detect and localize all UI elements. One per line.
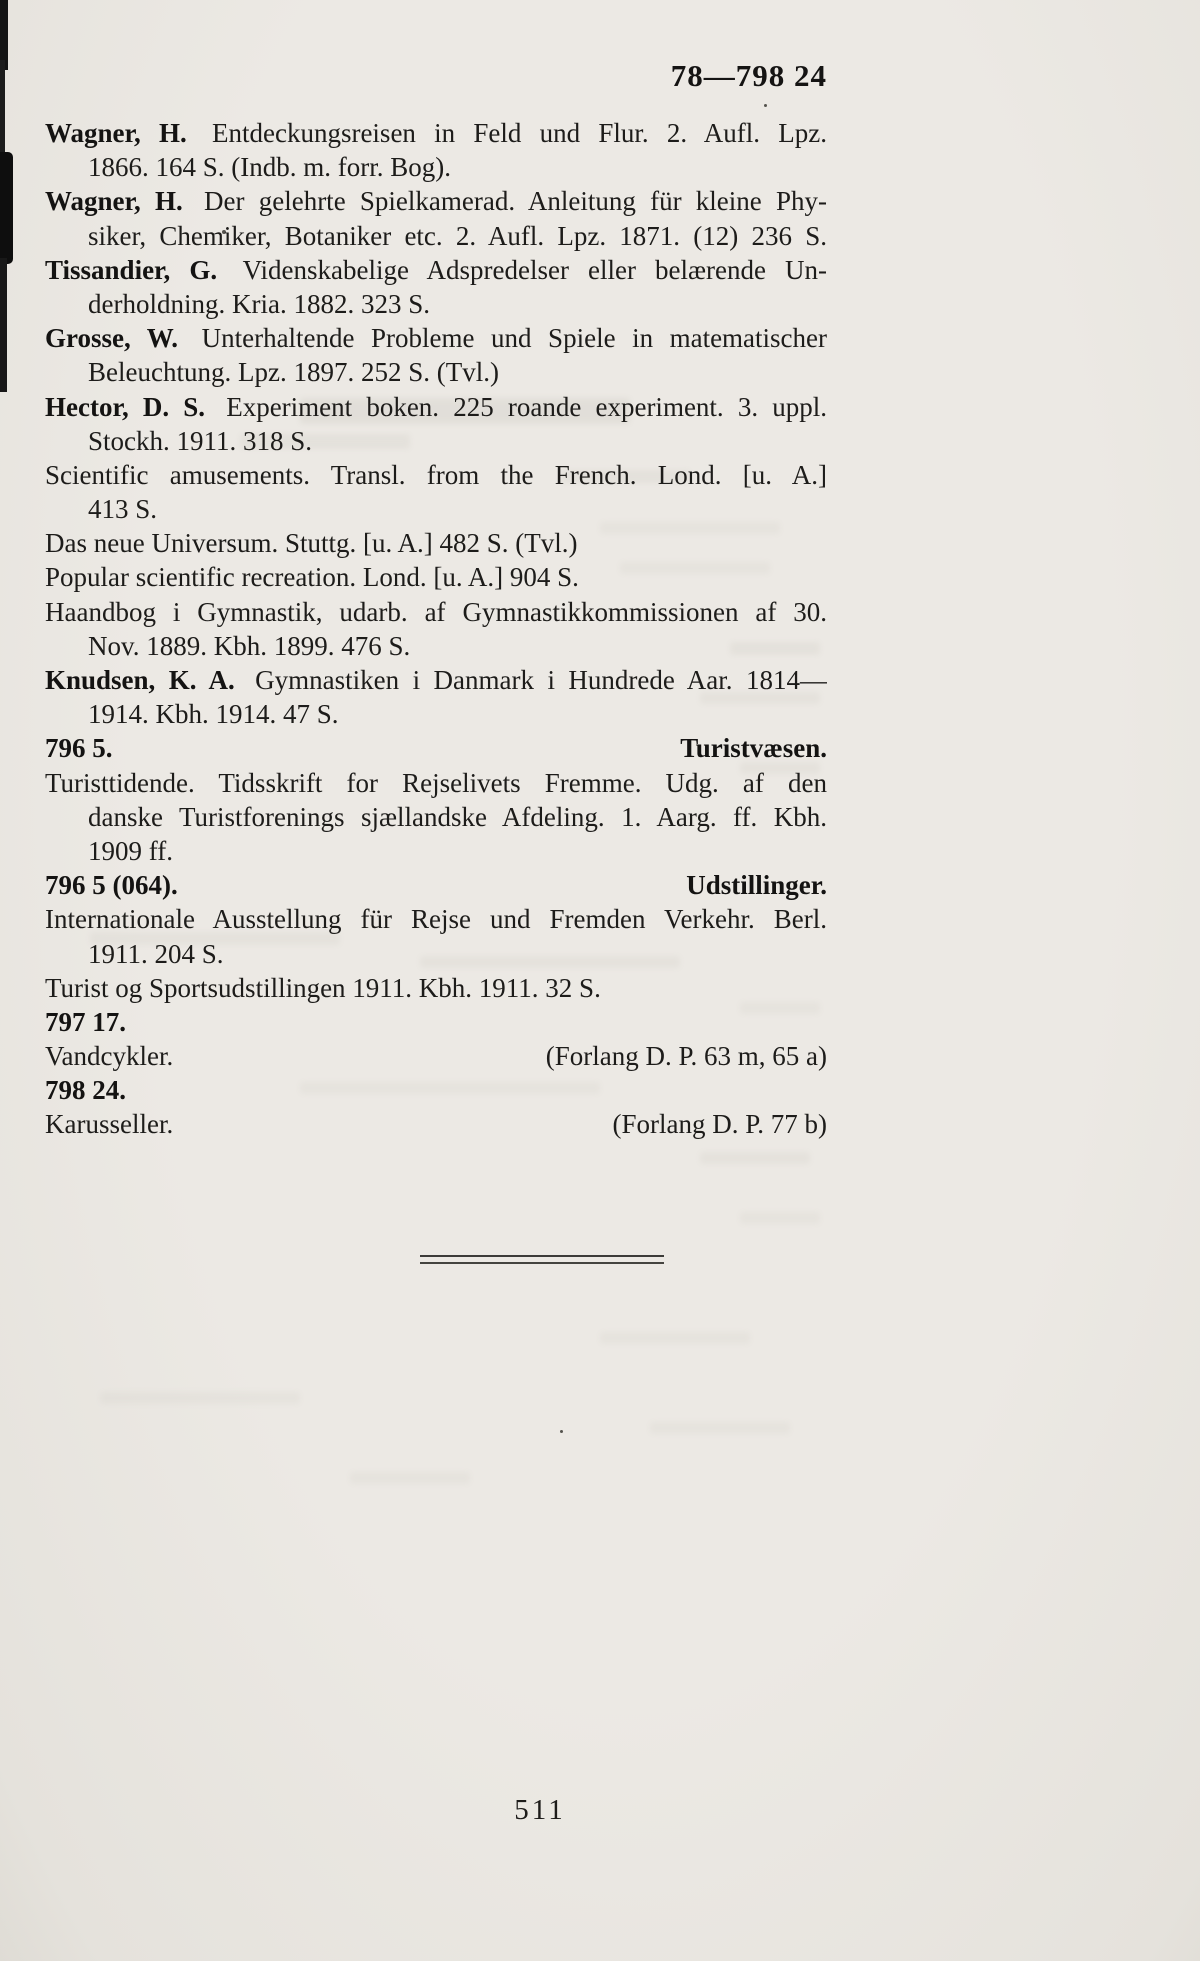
entry-line: 1911. 204 S. [88, 938, 224, 969]
entry-reference: (Forlang D. P. 77 b) [612, 1109, 827, 1140]
bibliography-entries [45, 116, 827, 1142]
entry-term: Karusseller. [45, 1109, 174, 1140]
ink-speck [764, 104, 767, 107]
entry-line: Beleuchtung. Lpz. 1897. 252 S. (Tvl.) [88, 357, 499, 388]
entry-first-line: Knudsen, K. A. Gymnastiken i Danmark i Hundrede Aar. 1814— [45, 665, 827, 695]
entry-author: Hector, D. S. [45, 391, 206, 422]
entry-first-line: Wagner, H. Entdeckungsreisen in Feld und Flur. 2. Aufl. Lpz. [45, 118, 827, 148]
scan-edge-artifact [0, 152, 13, 264]
ink-speck [560, 1430, 563, 1433]
section-number: 797 17. [45, 1006, 126, 1037]
entry-line: Internationale Ausstellung für Rejse und Fremden Verkehr. Berl. [45, 904, 827, 935]
entry-first-line: Wagner, H. Der gelehrte Spielkamerad. Anleitung für kleine Phy- [45, 186, 827, 217]
section-title: Udstillinger. [686, 870, 827, 901]
entry-line: 1866. 164 S. (Indb. m. forr. Bog). [88, 152, 451, 183]
running-head-class-numbers: 78—798 24 [670, 58, 827, 93]
entry-author: Wagner, H. [45, 118, 187, 148]
entry-line: Stockh. 1911. 318 S. [88, 425, 313, 456]
entry-line: 1909 ff. [88, 835, 173, 866]
showthrough-artifact [700, 1152, 810, 1164]
entry-term-ref-line [45, 1107, 827, 1141]
entry-line: danske Turistforenings sjællandske Afdeling. 1. Aarg. ff. Kbh. [88, 801, 827, 832]
entry-line: Das neue Universum. Stuttg. [u. A.] 482 S. (Tvl.) [45, 528, 578, 559]
showthrough-artifact [600, 1332, 750, 1344]
section-number: 798 24. [45, 1075, 126, 1106]
entry-reference: (Forlang D. P. 63 m, 65 a) [545, 1041, 827, 1072]
showthrough-artifact [650, 1422, 790, 1434]
entry-line: Scientific amusements. Transl. from the French. Lond. [u. A.] [45, 459, 827, 490]
scan-edge-artifact [0, 60, 5, 160]
entry-author: Grosse, W. [45, 323, 179, 354]
entry-first-line: Grosse, W. Unterhaltende Probleme und Spiele in matematischer [45, 323, 827, 354]
entry-author: Wagner, H. [45, 186, 183, 217]
entry-line: Nov. 1889. Kbh. 1899. 476 S. [88, 630, 411, 661]
section-number: 796 5 (064). [45, 870, 178, 901]
entry-first-line: Hector, D. S. Experiment boken. 225 roande experiment. 3. uppl. [45, 391, 827, 422]
entry-term-ref-line [45, 1039, 827, 1073]
entry-first-line: Tissandier, G. Videnskabelige Adspredelser eller belærende Un- [45, 254, 827, 285]
entry-line: Haandbog i Gymnastik, udarb. af Gymnastikkommissionen af 30. [45, 596, 827, 627]
entry-line: Popular scientific recreation. Lond. [u. A.] 904 S. [45, 562, 579, 593]
section-number: 796 5. [45, 733, 113, 764]
section-heading [45, 868, 827, 902]
section-heading [45, 1005, 827, 1039]
entry-line: Turist og Sportsudstillingen 1911. Kbh. 1911. 32 S. [45, 972, 601, 1003]
section-divider-rule [420, 1255, 664, 1264]
showthrough-artifact [350, 1472, 470, 1484]
section-heading [45, 1073, 827, 1107]
entry-line: 1914. Kbh. 1914. 47 S. [88, 699, 339, 730]
entry-line: derholdning. Kria. 1882. 323 S. [88, 288, 430, 319]
scan-edge-artifact [0, 258, 7, 392]
section-title: Turistvæsen. [680, 733, 827, 764]
entry-line: siker, Chemiker, Botaniker etc. 2. Aufl. Lpz. 1871. (12) 236 S. [88, 220, 827, 251]
showthrough-artifact [100, 1392, 300, 1404]
section-heading [45, 731, 827, 765]
entry-line: Turisttidende. Tidsskrift for Rejselivets Fremme. Udg. af den [45, 767, 827, 798]
showthrough-artifact [740, 1212, 820, 1224]
entry-author: Tissandier, G. [45, 254, 218, 285]
page-number: 511 [514, 1794, 566, 1826]
entry-author: Knudsen, K. A. [45, 665, 235, 695]
entry-line: 413 S. [88, 494, 158, 525]
entry-term: Vandcykler. [45, 1041, 174, 1072]
